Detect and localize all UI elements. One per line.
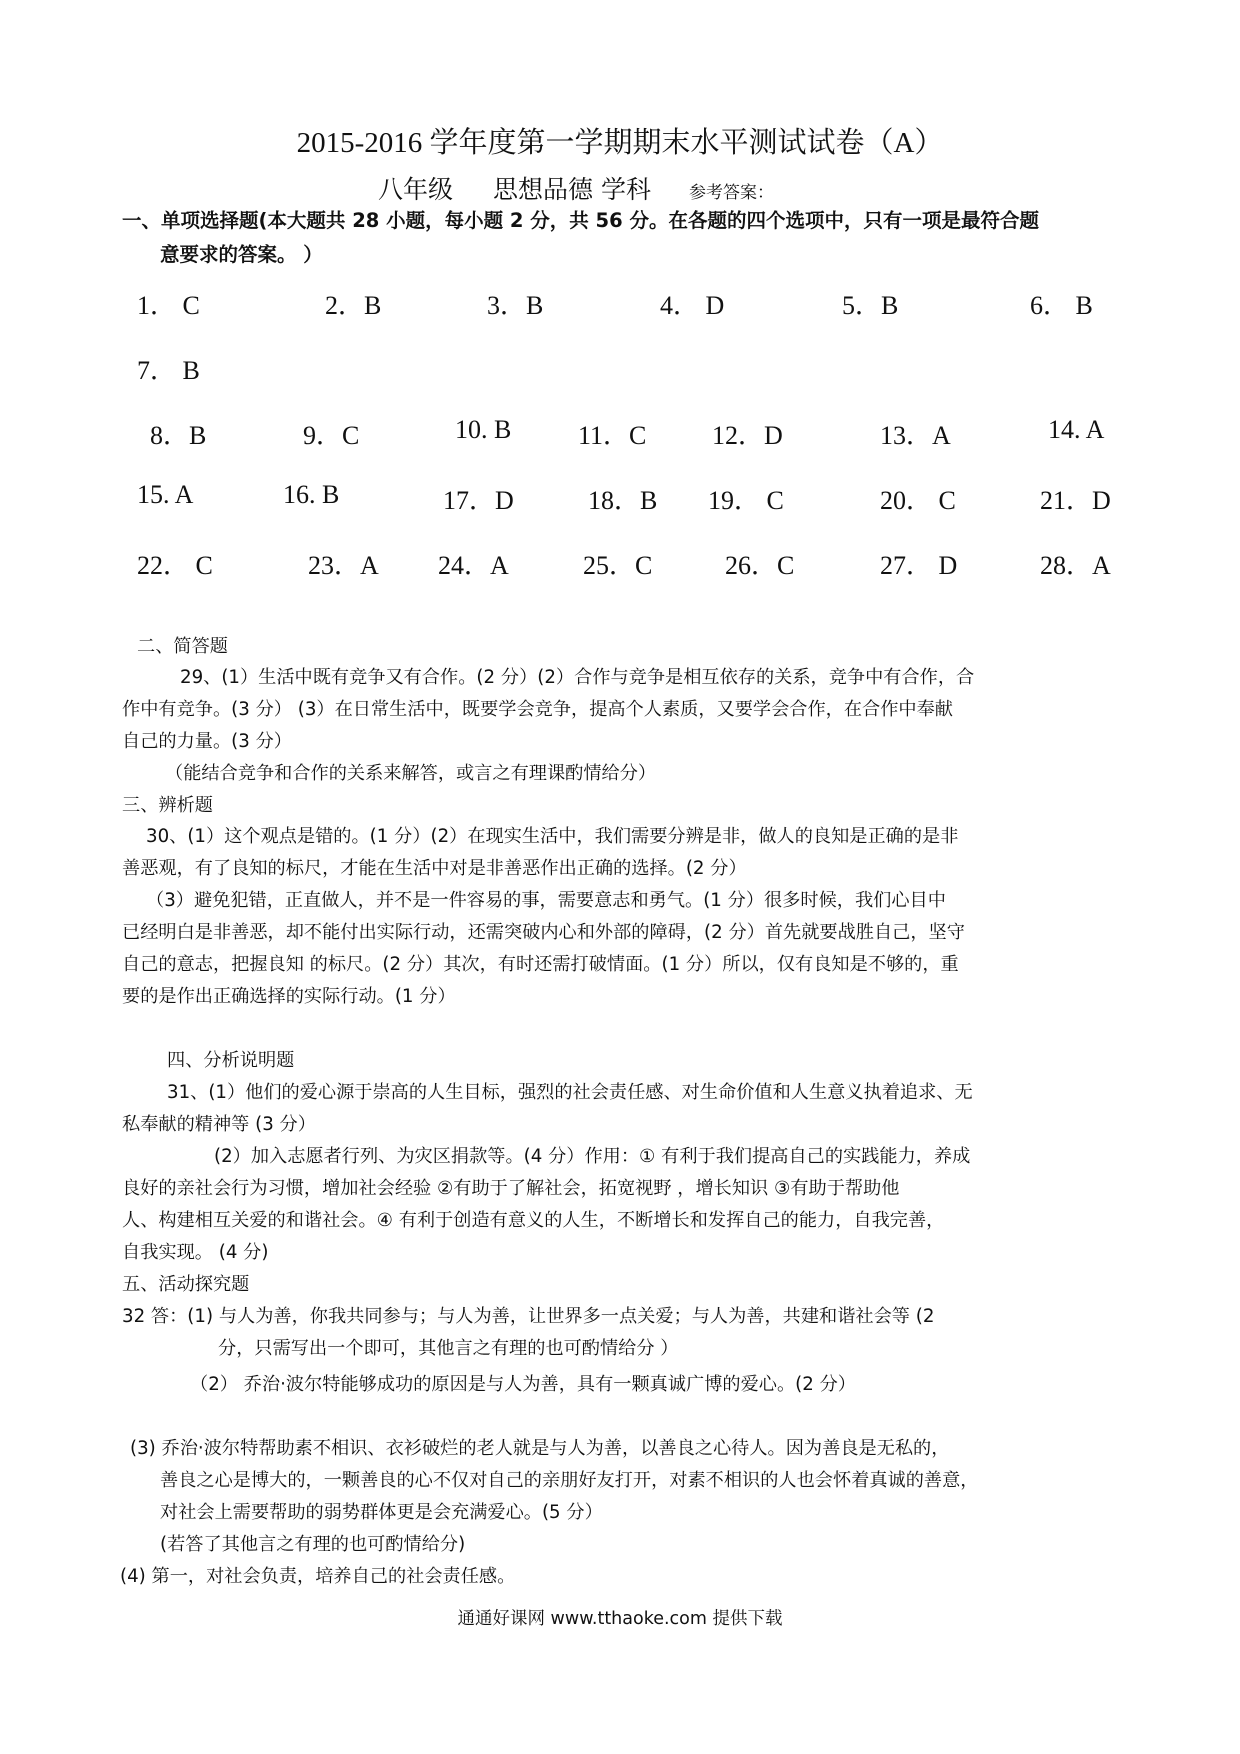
answer-24: 24．A bbox=[438, 551, 509, 580]
subtitle bbox=[378, 170, 774, 206]
grade-label: 八年级 bbox=[378, 175, 454, 204]
section5-line: 对社会上需要帮助的弱势群体更是会充满爱心。(5 分） bbox=[160, 1502, 603, 1523]
section5-line: 善良之心是博大的，一颗善良的心不仅对自己的亲朋好友打开，对素不相识的人也会怀着真诚的善意， bbox=[160, 1470, 979, 1491]
page-title: 2015-2016 学年度第一学期期末水平测试试卷（A） bbox=[296, 127, 944, 159]
answer-9: 9．C bbox=[303, 421, 360, 450]
section5-line: (3) 乔治·波尔特帮助素不相识、衣衫破烂的老人就是与人为善，以善良之心待人。因为善良是无私的， bbox=[130, 1438, 950, 1459]
answer-3: 3．B bbox=[487, 291, 544, 320]
answer-11: 11．C bbox=[578, 421, 647, 450]
section3-heading: 三、辨析题 bbox=[122, 795, 213, 816]
section5-line: (4) 第一，对社会负责，培养自己的社会责任感。 bbox=[120, 1566, 516, 1587]
section3-line: 30、(1）这个观点是错的。(1 分）(2）在现实生活中，我们需要分辨是非，做人的良知是正确的是非 bbox=[146, 826, 959, 847]
section4-line: 31、(1）他们的爱心源于崇高的人生目标，强烈的社会责任感、对生命价值和人生意义执着追求、无 bbox=[167, 1082, 973, 1103]
answer-12: 12．D bbox=[712, 421, 783, 450]
answer-18: 18．B bbox=[588, 486, 658, 515]
answer-1: 1． C bbox=[137, 291, 200, 320]
footer-credit: 通通好课网 www.tthaoke.com 提供下载 bbox=[457, 1609, 783, 1629]
section4-line: (2）加入志愿者行列、为灾区捐款等。(4 分）作用：① 有利于我们提高自己的实践能力，养成 bbox=[214, 1146, 971, 1167]
answer-19: 19． C bbox=[708, 486, 784, 515]
section2-heading: 二、简答题 bbox=[137, 636, 228, 657]
section2-line: 作中有竞争。(3 分） (3）在日常生活中，既要学会竞争，提高个人素质，又要学会合作，在合作中奉献 bbox=[122, 699, 953, 720]
answer-25: 25．C bbox=[583, 551, 653, 580]
section5-line: 32 答：(1) 与人为善，你我共同参与；与人为善，让世界多一点关爱；与人为善，共建和谐社会等 (2 bbox=[122, 1306, 935, 1327]
answer-2: 2．B bbox=[325, 291, 382, 320]
section3-line: 善恶观，有了良知的标尺，才能在生活中对是非善恶作出正确的选择。(2 分） bbox=[122, 858, 747, 879]
section4-heading: 四、分析说明题 bbox=[167, 1050, 295, 1071]
answer-key-label: 参考答案： bbox=[688, 183, 774, 203]
section5-heading: 五、活动探究题 bbox=[122, 1274, 250, 1295]
answer-13: 13．A bbox=[880, 421, 951, 450]
answer-8: 8．B bbox=[150, 421, 207, 450]
answer-14: 14. A bbox=[1048, 415, 1105, 444]
section5-line: （2） 乔治·波尔特能够成功的原因是与人为善，具有一颗真诚广博的爱心。(2 分） bbox=[190, 1374, 856, 1395]
answer-20: 20． C bbox=[880, 486, 956, 515]
section2-line: 29、(1）生活中既有竞争又有合作。(2 分）(2）合作与竞争是相互依存的关系，竞争中有合作，合 bbox=[180, 667, 975, 688]
answer-17: 17．D bbox=[443, 486, 514, 515]
answer-28: 28．A bbox=[1040, 551, 1111, 580]
answer-22: 22． C bbox=[137, 551, 213, 580]
section2-line: 自己的力量。(3 分） bbox=[122, 731, 292, 752]
section3-line: 已经明白是非善恶，却不能付出实际行动，还需突破内心和外部的障碍，(2 分）首先就要战胜自己，坚守 bbox=[122, 922, 965, 943]
section5-line: 分，只需写出一个即可，其他言之有理的也可酌情给分 ） bbox=[218, 1338, 679, 1359]
answer-7: 7． B bbox=[137, 356, 200, 385]
answer-16: 16. B bbox=[283, 480, 340, 509]
answer-5: 5．B bbox=[842, 291, 899, 320]
section3-line: 要的是作出正确选择的实际行动。(1 分） bbox=[122, 986, 456, 1007]
section4-line: 人、构建相互关爱的和谐社会。④ 有利于创造有意义的人生，不断增长和发挥自己的能力，自我完善， bbox=[122, 1210, 945, 1231]
section5-line: (若答了其他言之有理的也可酌情给分) bbox=[160, 1534, 466, 1555]
answer-15: 15. A bbox=[137, 480, 194, 509]
section4-line: 良好的亲社会行为习惯，增加社会经验 ②有助于了解社会，拓宽视野 ，增长知识 ③有助于帮助他 bbox=[122, 1178, 900, 1199]
answer-21: 21．D bbox=[1040, 486, 1111, 515]
section2-line: （能结合竞争和合作的关系来解答，或言之有理课酌情给分） bbox=[165, 763, 657, 784]
section1-heading: 一、单项选择题(本大题共 28 小题，每小题 2 分，共 56 分。在各题的四个选项中，只有一项是最符合题 bbox=[122, 209, 1039, 232]
answer-4: 4． D bbox=[660, 291, 725, 320]
answer-23: 23．A bbox=[308, 551, 379, 580]
subject-label: 思想品德 学科 bbox=[493, 175, 651, 204]
answer-6: 6． B bbox=[1030, 291, 1093, 320]
section3-line: 自己的意志，把握良知 的标尺。(2 分）其次，有时还需打破情面。(1 分）所以，仅有良知是不够的，重 bbox=[122, 954, 959, 975]
answer-10: 10. B bbox=[455, 415, 512, 444]
section4-line: 自我实现。 (4 分) bbox=[122, 1242, 269, 1263]
answer-27: 27． D bbox=[880, 551, 958, 580]
section3-line: （3）避免犯错，正直做人，并不是一件容易的事，需要意志和勇气。(1 分）很多时候，我们心目中 bbox=[146, 890, 946, 911]
section1-heading-cont: 意要求的答案。 ） bbox=[160, 243, 323, 266]
section4-line: 私奉献的精神等 (3 分） bbox=[122, 1114, 316, 1135]
answer-26: 26．C bbox=[725, 551, 795, 580]
